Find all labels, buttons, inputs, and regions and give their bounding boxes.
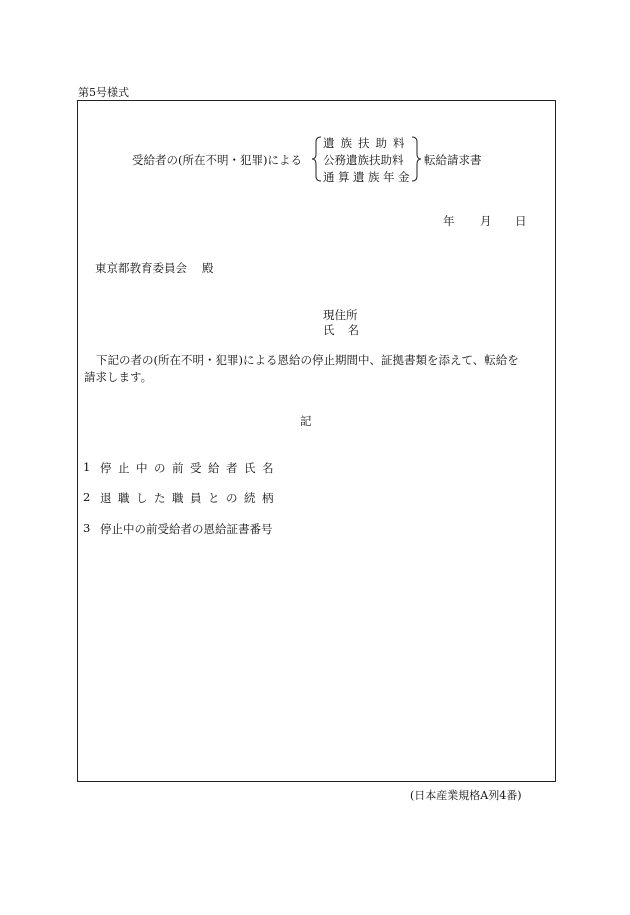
addressee-name: 東京都教育委員会 bbox=[95, 261, 187, 275]
applicant-address-label: 現住所 bbox=[323, 308, 358, 322]
item-number: 3 bbox=[83, 521, 91, 535]
item-relationship-to-employee: 退職した職員との続柄 bbox=[100, 491, 280, 505]
item-pension-certificate-number: 停止中の前受給者の恩給証書番号 bbox=[100, 522, 273, 536]
pension-type-official-survivor-aid: 公務遺族扶助料 bbox=[323, 153, 404, 167]
addressee-honorific: 殿 bbox=[202, 261, 214, 275]
date-day-label: 日 bbox=[515, 214, 527, 228]
item-suspended-recipient-name: 停止中の前受給者氏名 bbox=[100, 461, 280, 475]
date-month-label: 月 bbox=[480, 214, 492, 228]
item-number: 2 bbox=[83, 490, 91, 504]
right-brace-icon bbox=[410, 136, 422, 182]
pension-type-cumulative-survivor-pension: 通算遺族年金 bbox=[323, 170, 413, 184]
applicant-name-label: 氏名 bbox=[323, 323, 372, 337]
form-number-label: 第5号様式 bbox=[78, 86, 129, 99]
paper-size-note: (日本産業規格A列4番) bbox=[410, 789, 522, 802]
date-year-label: 年 bbox=[443, 214, 455, 228]
title-prefix: 受給者の(所在不明・犯罪)による bbox=[132, 153, 302, 167]
item-number: 1 bbox=[83, 460, 91, 474]
pension-type-survivor-aid: 遺族扶助料 bbox=[323, 136, 411, 150]
form-frame bbox=[77, 100, 556, 782]
title-suffix: 転給請求書 bbox=[424, 153, 482, 167]
left-brace-icon bbox=[311, 136, 323, 182]
request-body-text: 下記の者の(所在不明・犯罪)による恩給の停止期間中、証拠書類を添えて、転給を請求します。 bbox=[84, 353, 519, 384]
record-header: 記 bbox=[300, 414, 312, 428]
